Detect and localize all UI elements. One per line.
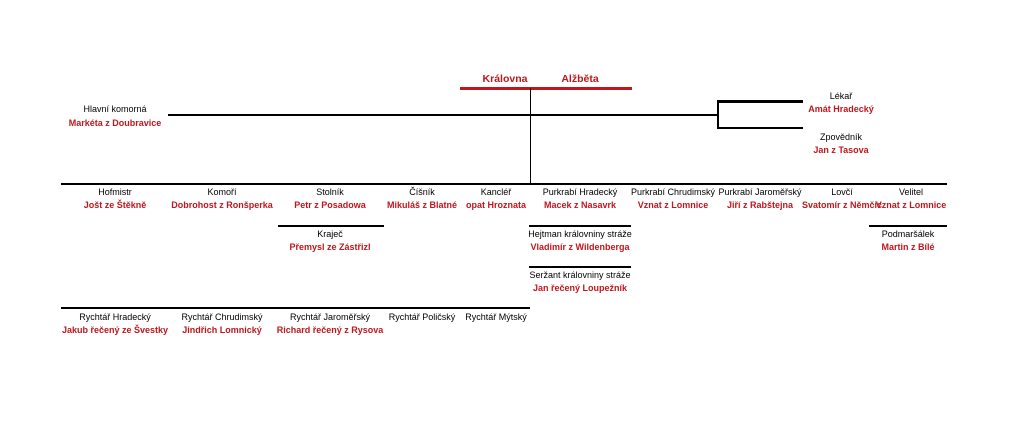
podmarsalek-role: Podmaršálek	[881, 229, 935, 239]
rychtar-role: Rychtář Mýtský	[465, 312, 527, 322]
officials-line	[61, 183, 947, 185]
serzant-role: Seržant královniny stráže	[529, 270, 631, 280]
podmarsalek-name: Martin z Bílé	[881, 242, 935, 252]
official-name: Macek z Nasavrk	[543, 200, 617, 210]
krajec-role: Kraječ	[317, 229, 343, 239]
official-role: Lovčí	[831, 187, 853, 197]
krajec-line	[278, 225, 384, 227]
hejtman-line	[529, 225, 631, 227]
official-role: Hofmistr	[98, 187, 132, 197]
confessor-line	[717, 127, 803, 129]
queen-vertical-connector	[530, 88, 531, 184]
rychtar-role: Rychtář Hradecký	[79, 312, 151, 322]
official-role: Komoří	[207, 187, 237, 197]
hejtman-role: Hejtman královniny stráže	[528, 229, 632, 239]
rychtar-role: Rychtář Poličský	[388, 312, 456, 322]
queen-name: Alžběta	[561, 73, 599, 85]
rychtar-name: Richard řečený z Rysova	[276, 325, 384, 335]
head-maid-role: Hlavní komorná	[83, 104, 147, 114]
queen-underline	[460, 87, 632, 90]
official-role: Purkrabí Chrudimský	[630, 187, 716, 197]
serzant-name: Jan řečený Loupežník	[532, 283, 628, 293]
official-role: Purkrabí Jaroměřský	[718, 187, 802, 197]
official-name: Jiří z Rabštejna	[726, 200, 794, 210]
rychtar-name: Jindřich Lomnický	[182, 325, 262, 335]
official-name: Jošt ze Štěkně	[83, 200, 147, 210]
hejtman-name: Vladimír z Wildenberga	[530, 242, 630, 252]
official-role: Stolník	[316, 187, 344, 197]
official-name: Mikuláš z Blatné	[386, 200, 458, 210]
doctor-role: Lékař	[829, 91, 853, 101]
confessor-name: Jan z Tasova	[813, 145, 869, 155]
krajec-name: Přemysl ze Zástřizl	[289, 242, 371, 252]
medic-bracket-vertical	[717, 101, 719, 129]
doctor-name: Amát Hradecký	[808, 104, 874, 114]
rychtari-line	[61, 307, 530, 309]
official-role: Číšník	[409, 187, 435, 197]
court-line	[168, 114, 718, 116]
confessor-role: Zpovědník	[819, 132, 863, 142]
podmarsalek-line	[869, 225, 947, 227]
doctor-line	[717, 100, 803, 103]
rychtar-role: Rychtář Chrudimský	[181, 312, 263, 322]
serzant-line	[529, 266, 631, 268]
official-name: Vznat z Lomnice	[637, 200, 709, 210]
official-name: Vznat z Lomnice	[875, 200, 947, 210]
head-maid-name: Markéta z Doubravice	[68, 118, 162, 128]
rychtar-name: Jakub řečený ze Švestky	[61, 325, 169, 335]
official-role: Velitel	[898, 187, 924, 197]
official-name: opat Hroznata	[465, 200, 527, 210]
official-name: Dobrohost z Ronšperka	[171, 200, 273, 210]
official-name: Petr z Posadowa	[294, 200, 366, 210]
official-role: Kancléř	[480, 187, 512, 197]
rychtar-role: Rychtář Jaroměřský	[289, 312, 371, 322]
official-role: Purkrabí Hradecký	[542, 187, 618, 197]
official-name: Svatomír z Němčic	[801, 200, 883, 210]
queen-title: Královna	[482, 73, 528, 85]
